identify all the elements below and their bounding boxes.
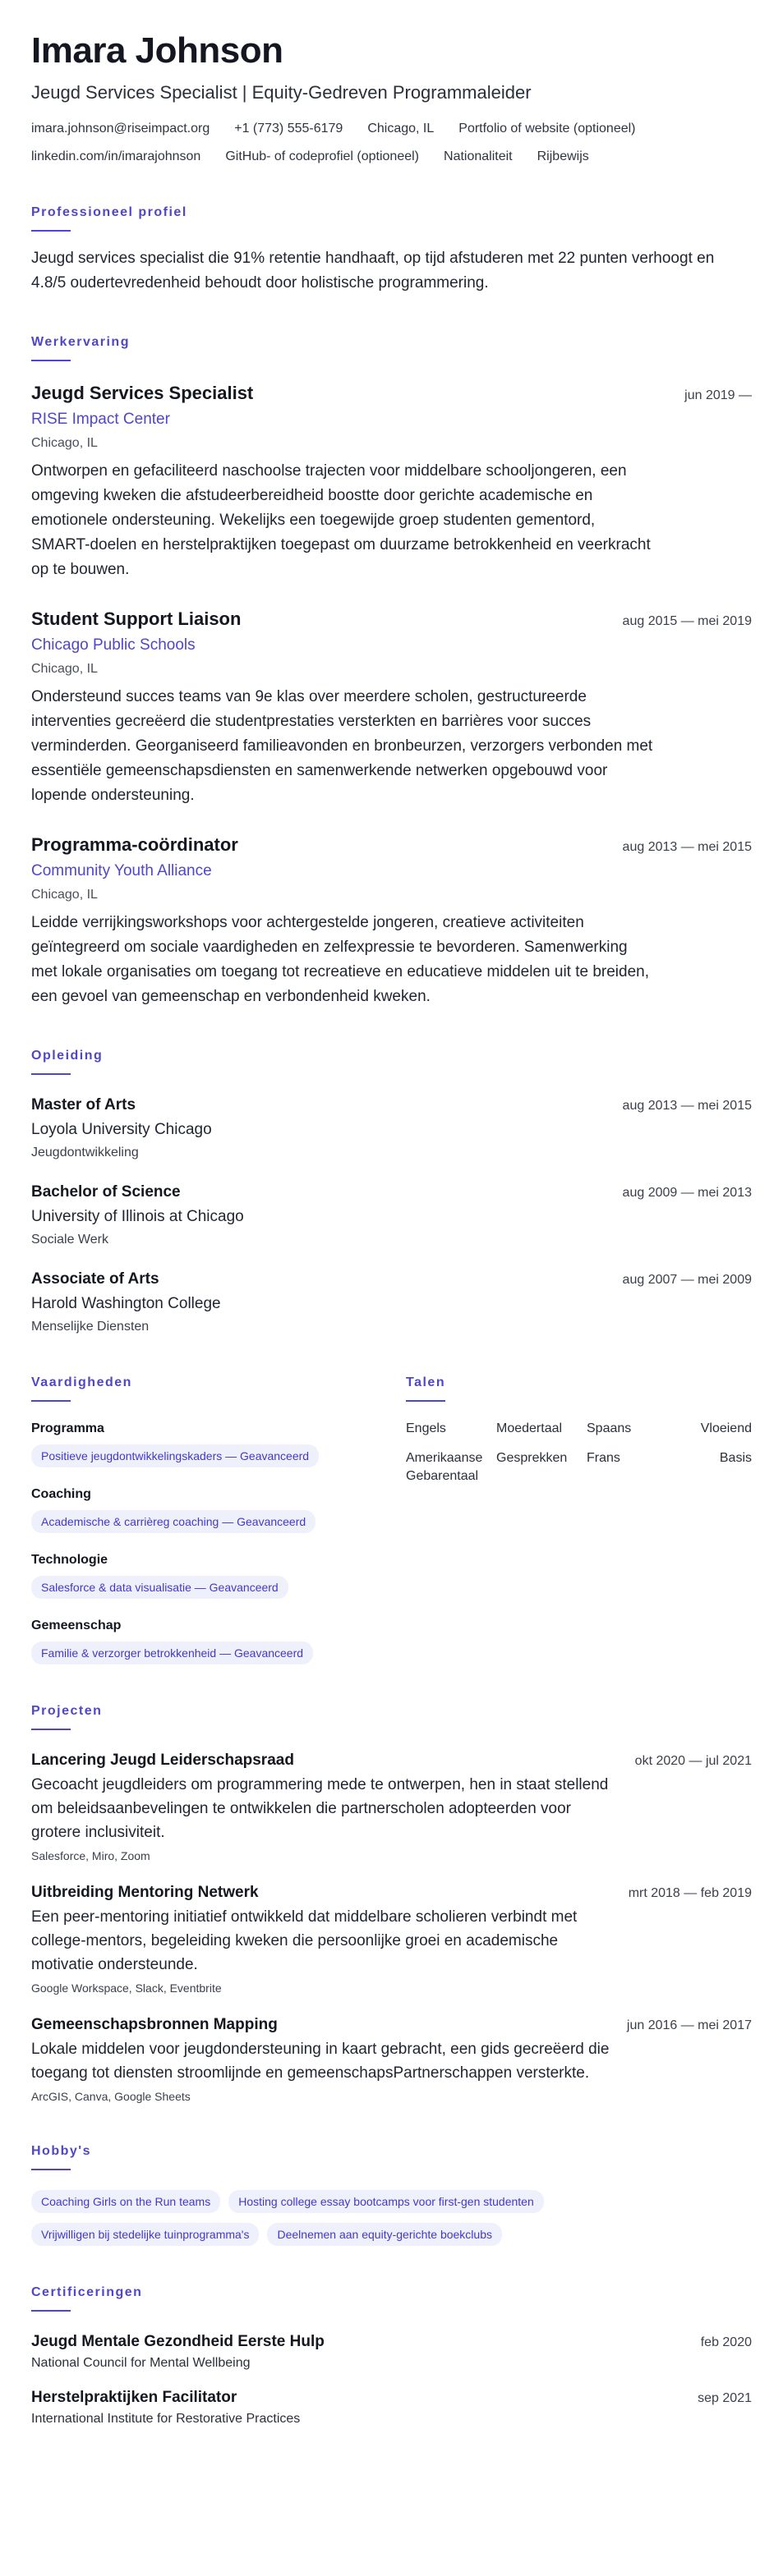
candidate-subtitle: Jeugd Services Specialist | Equity-Gedreven Programmaleider	[31, 82, 532, 103]
project-date: okt 2020 — jul 2021	[634, 1754, 752, 1768]
contact-portfolio[interactable]: Portfolio of website (optioneel)	[458, 122, 636, 135]
section-divider	[31, 1073, 71, 1075]
experience-entry	[31, 607, 752, 808]
certification-title: Herstelpraktijken Facilitator	[31, 2389, 237, 2406]
job-date: jun 2019 —	[684, 388, 752, 402]
study-field: Menselijke Diensten	[31, 1320, 150, 1334]
skill-tag: Familie & verzorger betrokkenheid — Geavanceerd	[31, 1642, 313, 1665]
hobby-tag: Deelnemen aan equity-gerichte boekclubs	[267, 2223, 502, 2246]
education-entry	[31, 1182, 752, 1249]
section-title-education: Opleiding	[31, 1049, 104, 1063]
section-title-hobbies: Hobby's	[31, 2144, 91, 2158]
project-description: Lokale middelen voor jeugdondersteuning in kaart gebracht, een gids gecreëerd die toegang tot diensten stroomlijnde en gemeenschapsPartnerschappen versterkte.	[31, 2041, 610, 2082]
language-name: Spaans	[587, 1421, 632, 1435]
skill-category: Programma	[31, 1421, 104, 1435]
skill-group	[31, 1617, 406, 1665]
skill-tag: Positieve jeugdontwikkelingskaders — Geavanceerd	[31, 1444, 319, 1467]
skill-group	[31, 1551, 406, 1599]
hobby-tag: Hosting college essay bootcamps voor first-gen studenten	[228, 2190, 544, 2213]
study-field: Sociale Werk	[31, 1233, 108, 1247]
project-tools: Google Workspace, Slack, Eventbrite	[31, 1981, 222, 1995]
section-divider	[31, 1729, 71, 1730]
project-date: mrt 2018 — feb 2019	[628, 1886, 752, 1900]
school-name: University of Illinois at Chicago	[31, 1208, 244, 1225]
language-row	[406, 1449, 752, 1485]
job-date: aug 2013 — mei 2015	[622, 840, 752, 854]
job-location: Chicago, IL	[31, 436, 98, 450]
section-title-certifications: Certificeringen	[31, 2285, 143, 2299]
contact-nationality: Nationaliteit	[444, 149, 513, 163]
section-divider	[31, 230, 71, 232]
skill-group	[31, 1420, 406, 1467]
degree-title: Associate of Arts	[31, 1270, 159, 1288]
hobbies-list	[31, 2180, 752, 2246]
skills-languages-section	[31, 1374, 752, 1665]
section-divider	[31, 2310, 71, 2312]
section-title-experience: Werkervaring	[31, 335, 130, 349]
job-title: Programma-coördinator	[31, 834, 238, 855]
skill-tag: Academische & carrièreg coaching — Geavanceerd	[31, 1510, 316, 1533]
section-divider	[406, 1400, 445, 1402]
languages-table	[406, 1420, 752, 1485]
certification-date: feb 2020	[700, 2335, 752, 2349]
language-level: Basis	[719, 1451, 752, 1465]
profile-summary: Jeugd services specialist die 91% retentie handhaaft, op tijd afstuderen met 22 punten verhoogt en 4.8/5 oudertevredenheid behoudt door holistische programmering.	[31, 250, 715, 292]
project-title: Lancering Jeugd Leiderschapsraad	[31, 1752, 294, 1769]
section-title-languages: Talen	[406, 1375, 446, 1389]
school-name: Harold Washington College	[31, 1295, 221, 1312]
job-title: Jeugd Services Specialist	[31, 383, 254, 403]
project-entry	[31, 1750, 752, 1864]
contact-linkedin[interactable]: linkedin.com/in/imarajohnson	[31, 149, 201, 163]
certification-issuer: National Council for Mental Wellbeing	[31, 2356, 251, 2370]
section-divider	[31, 2169, 71, 2170]
certification-date: sep 2021	[698, 2391, 752, 2405]
language-name: Amerikaanse Gebarentaal	[406, 1451, 483, 1483]
job-description: Leidde verrijkingsworkshops voor achtergestelde jongeren, creatieve activiteiten geïntegreerd om sociale vaardigheden en zelfexpressie te bevorderen. Samenwerking met lokale organisaties om toegang tot recreatieve en educatieve middelen uit te breiden, een gevoel van gemeenschap en verbondenheid kweken.	[31, 914, 650, 1005]
skill-category: Gemeenschap	[31, 1619, 122, 1632]
project-tools: Salesforce, Miro, Zoom	[31, 1849, 150, 1862]
education-date: aug 2009 — mei 2013	[622, 1186, 752, 1200]
project-title: Gemeenschapsbronnen Mapping	[31, 2016, 278, 2033]
contact-location: Chicago, IL	[367, 122, 435, 135]
skill-tag: Salesforce & data visualisatie — Geavanceerd	[31, 1576, 288, 1599]
degree-title: Bachelor of Science	[31, 1183, 181, 1201]
education-entry	[31, 1269, 752, 1336]
contact-email[interactable]: imara.johnson@riseimpact.org	[31, 122, 210, 135]
job-description: Ontworpen en gefaciliteerd naschoolse trajecten voor middelbare schooljongeren, een omgeving kweken die afstudeerbereidheid boostte door gerichte academische en emotionele ondersteuning. Wekelijks een toegewijde groep studenten gementord, SMART-doelen en herstelpraktijken toegepast om duurzame betrokkenheid en veerkracht op te bouwen.	[31, 462, 651, 578]
job-date: aug 2015 — mei 2019	[622, 614, 752, 628]
language-level: Gesprekken	[496, 1451, 568, 1465]
language-level: Vloeiend	[700, 1421, 752, 1435]
job-location: Chicago, IL	[31, 888, 98, 902]
hobby-tag: Coaching Girls on the Run teams	[31, 2190, 220, 2213]
project-description: Gecoacht jeugdleiders om programmering mede te ontwerpen, hen in staat stellend om beleidsaanbevelingen te ontwikkelen die partnerscholen adopteerden voor grotere inclusiviteit.	[31, 1776, 609, 1841]
section-title-skills: Vaardigheden	[31, 1375, 132, 1389]
section-divider	[31, 1400, 71, 1402]
job-description: Ondersteund succes teams van 9e klas over meerdere scholen, gestructureerde interventies gecreëerd die studentprestaties versterkten en barrières voor succes verminderden. Georganiseerd familieavonden en bronbeurzen, verzorgers verbonden met essentiële gemeenschapsdiensten en samenwerkende netwerken opgebouwd voor lopende ondersteuning.	[31, 688, 653, 804]
company-name: Chicago Public Schools	[31, 636, 196, 654]
education-date: aug 2007 — mei 2009	[622, 1273, 752, 1287]
candidate-name: Imara Johnson	[31, 30, 283, 71]
section-title-profile: Professioneel profiel	[31, 205, 187, 219]
language-name: Engels	[406, 1421, 446, 1435]
project-date: jun 2016 — mei 2017	[626, 2018, 752, 2032]
school-name: Loyola University Chicago	[31, 1121, 212, 1138]
project-tools: ArcGIS, Canva, Google Sheets	[31, 2090, 191, 2103]
company-name: RISE Impact Center	[31, 411, 170, 428]
language-row	[406, 1420, 752, 1438]
job-title: Student Support Liaison	[31, 608, 242, 629]
education-entry	[31, 1095, 752, 1162]
certification-entry	[31, 2387, 752, 2428]
languages-column	[406, 1374, 752, 1665]
certification-entry	[31, 2331, 752, 2372]
contact-drivers-license: Rijbewijs	[537, 149, 589, 163]
language-level: Moedertaal	[496, 1421, 563, 1435]
contact-github[interactable]: GitHub- of codeprofiel (optioneel)	[225, 149, 420, 163]
project-entry	[31, 2014, 752, 2105]
job-location: Chicago, IL	[31, 662, 98, 676]
certification-title: Jeugd Mentale Gezondheid Eerste Hulp	[31, 2333, 325, 2350]
skills-column	[31, 1374, 406, 1665]
skill-category: Coaching	[31, 1487, 91, 1501]
section-title-projects: Projecten	[31, 1704, 103, 1718]
project-description: Een peer-mentoring initiatief ontwikkeld dat middelbare scholieren verbindt met college-mentors, begeleiding kweken die persoonlijke groei en academische motivatie ondersteunde.	[31, 1908, 578, 1973]
hobby-tag: Vrijwilligen bij stedelijke tuinprogramma's	[31, 2223, 259, 2246]
experience-entry	[31, 381, 752, 582]
skill-category: Technologie	[31, 1553, 108, 1567]
contact-info	[31, 120, 752, 166]
study-field: Jeugdontwikkeling	[31, 1146, 139, 1159]
project-title: Uitbreiding Mentoring Netwerk	[31, 1884, 259, 1901]
language-name: Frans	[587, 1451, 620, 1465]
experience-entry	[31, 833, 752, 1009]
skill-group	[31, 1485, 406, 1533]
project-entry	[31, 1882, 752, 1996]
certification-issuer: International Institute for Restorative Practices	[31, 2412, 301, 2426]
section-divider	[31, 360, 71, 361]
degree-title: Master of Arts	[31, 1096, 136, 1114]
education-date: aug 2013 — mei 2015	[622, 1099, 752, 1113]
company-name: Community Youth Alliance	[31, 862, 212, 879]
contact-phone[interactable]: +1 (773) 555-6179	[234, 122, 343, 135]
